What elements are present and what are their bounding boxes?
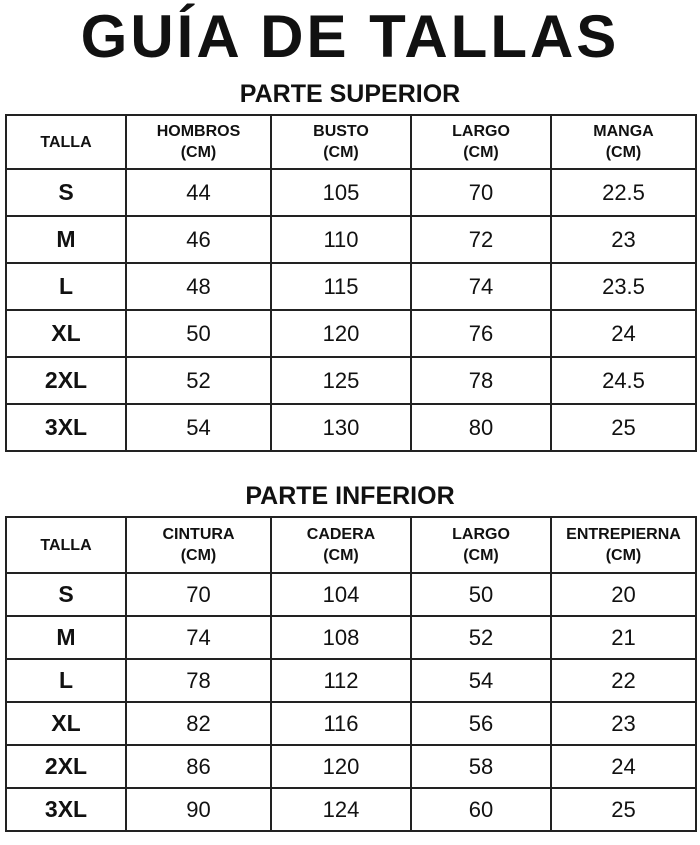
measurement-cell: 70 — [126, 573, 271, 616]
measurement-cell: 21 — [551, 616, 696, 659]
column-header — [411, 115, 551, 169]
table-row — [6, 659, 696, 702]
column-header-label: BUSTO — [313, 123, 369, 140]
measurement-cell: 116 — [271, 702, 411, 745]
measurement-cell: 105 — [271, 169, 411, 216]
table-row — [6, 404, 696, 451]
size-label: M — [6, 616, 126, 659]
column-header — [126, 115, 271, 169]
column-header-unit: (CM) — [463, 144, 499, 161]
measurement-cell: 86 — [126, 745, 271, 788]
column-header — [271, 115, 411, 169]
measurement-cell: 58 — [411, 745, 551, 788]
table-row — [6, 616, 696, 659]
measurement-cell: 24.5 — [551, 357, 696, 404]
column-header-label: ENTREPIERNA — [566, 526, 681, 543]
column-header — [6, 115, 126, 169]
size-label: XL — [6, 310, 126, 357]
column-header-unit: (CM) — [180, 144, 217, 161]
column-header-unit: (CM) — [323, 144, 359, 161]
measurement-cell: 90 — [126, 788, 271, 831]
measurement-cell: 25 — [551, 788, 696, 831]
table-row — [6, 702, 696, 745]
size-label: XL — [6, 702, 126, 745]
measurement-cell: 25 — [551, 404, 696, 451]
measurement-cell: 70 — [411, 169, 551, 216]
column-header-unit: (CM) — [605, 547, 642, 564]
column-header-label: HOMBROS — [156, 123, 241, 140]
measurement-cell: 74 — [411, 263, 551, 310]
top-size-table — [5, 114, 697, 452]
measurement-cell: 130 — [271, 404, 411, 451]
size-label: 3XL — [6, 404, 126, 451]
measurement-cell: 56 — [411, 702, 551, 745]
measurement-cell: 50 — [411, 573, 551, 616]
table-row — [6, 788, 696, 831]
measurement-cell: 124 — [271, 788, 411, 831]
column-header — [6, 517, 126, 573]
measurement-cell: 44 — [126, 169, 271, 216]
measurement-cell: 52 — [411, 616, 551, 659]
measurement-cell: 125 — [271, 357, 411, 404]
column-header-label: CADERA — [306, 526, 376, 543]
measurement-cell: 72 — [411, 216, 551, 263]
column-header — [551, 115, 696, 169]
measurement-cell: 48 — [126, 263, 271, 310]
measurement-cell: 78 — [411, 357, 551, 404]
size-label: M — [6, 216, 126, 263]
table-row — [6, 573, 696, 616]
measurement-cell: 82 — [126, 702, 271, 745]
size-label: 2XL — [6, 357, 126, 404]
measurement-cell: 60 — [411, 788, 551, 831]
column-header — [551, 517, 696, 573]
table-row — [6, 745, 696, 788]
measurement-cell: 80 — [411, 404, 551, 451]
size-label: 2XL — [6, 745, 126, 788]
size-label: S — [6, 573, 126, 616]
bottom-size-table — [5, 516, 697, 832]
table-row — [6, 310, 696, 357]
column-header — [271, 517, 411, 573]
column-header-label: LARGO — [452, 123, 510, 140]
measurement-cell: 23 — [551, 702, 696, 745]
measurement-cell: 46 — [126, 216, 271, 263]
table-row — [6, 357, 696, 404]
measurement-cell: 52 — [126, 357, 271, 404]
measurement-cell: 112 — [271, 659, 411, 702]
measurement-cell: 24 — [551, 745, 696, 788]
measurement-cell: 22 — [551, 659, 696, 702]
column-header-unit: (CM) — [180, 547, 217, 564]
measurement-cell: 54 — [411, 659, 551, 702]
measurement-cell: 115 — [271, 263, 411, 310]
column-header-label: TALLA — [40, 536, 92, 554]
size-label: L — [6, 263, 126, 310]
bottom-section-title: PARTE INFERIOR — [245, 482, 455, 510]
column-header-unit: (CM) — [463, 547, 499, 564]
header-row — [6, 115, 696, 169]
table-row — [6, 169, 696, 216]
measurement-cell: 120 — [271, 745, 411, 788]
measurement-cell: 23.5 — [551, 263, 696, 310]
measurement-cell: 20 — [551, 573, 696, 616]
column-header-label: CINTURA — [162, 526, 235, 543]
measurement-cell: 78 — [126, 659, 271, 702]
page-title: GUÍA DE TALLAS — [80, 3, 620, 70]
column-header-label: LARGO — [452, 526, 510, 543]
measurement-cell: 74 — [126, 616, 271, 659]
measurement-cell: 104 — [271, 573, 411, 616]
measurement-cell: 54 — [126, 404, 271, 451]
table-row — [6, 263, 696, 310]
size-label: 3XL — [6, 788, 126, 831]
measurement-cell: 23 — [551, 216, 696, 263]
measurement-cell: 76 — [411, 310, 551, 357]
column-header — [126, 517, 271, 573]
column-header-unit: (CM) — [323, 547, 359, 564]
measurement-cell: 120 — [271, 310, 411, 357]
size-label: S — [6, 169, 126, 216]
top-section-title: PARTE SUPERIOR — [239, 80, 461, 108]
measurement-cell: 110 — [271, 216, 411, 263]
column-header — [411, 517, 551, 573]
column-header-label: TALLA — [40, 133, 92, 151]
measurement-cell: 24 — [551, 310, 696, 357]
column-header-unit: (CM) — [605, 144, 642, 161]
column-header-label: MANGA — [593, 123, 654, 140]
measurement-cell: 108 — [271, 616, 411, 659]
table-row — [6, 216, 696, 263]
measurement-cell: 50 — [126, 310, 271, 357]
header-row — [6, 517, 696, 573]
size-label: L — [6, 659, 126, 702]
measurement-cell: 22.5 — [551, 169, 696, 216]
